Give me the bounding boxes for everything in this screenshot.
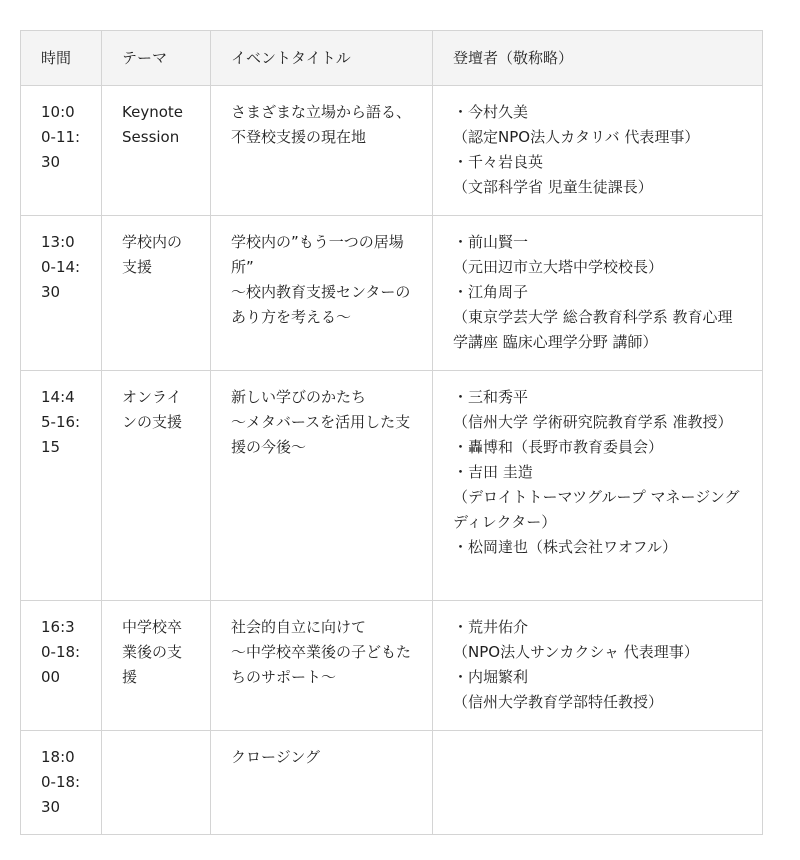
event-title-line: 社会的自立に向けて: [231, 618, 367, 636]
theme-cell: 学校内の支援: [102, 216, 211, 371]
time-cell: 14:45-16:15: [21, 371, 102, 601]
event-title-cell: [211, 601, 433, 731]
speaker-line: （信州大学教育学部特任教授）: [453, 693, 664, 711]
table-row: [21, 371, 763, 601]
header-time: 時間: [21, 31, 102, 86]
speaker-line: （NPO法人サンカクシャ 代表理事）: [453, 643, 699, 661]
speaker-line: （文部科学省 児童生徒課長）: [453, 178, 653, 196]
time-cell: 13:00-14:30: [21, 216, 102, 371]
speaker-line: ・前山賢一: [453, 233, 529, 251]
event-title-line: クロージング: [231, 748, 321, 766]
event-title-cell: [211, 216, 433, 371]
speaker-line: ・今村久美: [453, 103, 529, 121]
speakers-cell: [433, 731, 763, 835]
event-title-line: さまざまな立場から語る、不登校支援の現在地: [231, 103, 412, 146]
speaker-line: ・松岡達也（株式会社ワオフル）: [453, 538, 677, 556]
theme-cell: 中学校卒業後の支援: [102, 601, 211, 731]
event-title-line: 〜メタバースを活用した支援の今後〜: [231, 413, 411, 456]
theme-cell: オンラインの支援: [102, 371, 211, 601]
speaker-line: ・千々岩良英: [453, 153, 544, 171]
speaker-line: ・吉田 圭造: [453, 463, 533, 481]
time-cell: 10:00-11:30: [21, 86, 102, 216]
event-title-line: 学校内の”もう一つの居場所”: [231, 233, 404, 276]
schedule-table-wrapper: [20, 30, 763, 835]
event-title-line: 〜校内教育支援センターのあり方を考える〜: [231, 283, 411, 326]
event-title-cell: [211, 731, 433, 835]
event-title-line: 新しい学びのかたち: [231, 388, 367, 406]
speaker-line: ・荒井佑介: [453, 618, 529, 636]
header-theme: テーマ: [102, 31, 211, 86]
time-cell: 16:30-18:00: [21, 601, 102, 731]
table-row: [21, 731, 763, 835]
speaker-line: ・江角周子: [453, 283, 529, 301]
table-row: [21, 86, 763, 216]
theme-cell: [102, 731, 211, 835]
speaker-line: （元田辺市立大塔中学校校長）: [453, 258, 664, 276]
speakers-cell: [433, 216, 763, 371]
event-title-line: 〜中学校卒業後の子どもたちのサポート〜: [231, 643, 412, 686]
speaker-line: ・三和秀平: [453, 388, 529, 406]
schedule-table: [20, 30, 763, 835]
speaker-line: （東京学芸大学 総合教育科学系 教育心理学講座 臨床心理学分野 講師）: [453, 308, 733, 351]
header-row: [21, 31, 763, 86]
header-speakers: 登壇者（敬称略）: [433, 31, 763, 86]
speaker-line: （信州大学 学術研究院教育学系 准教授）: [453, 413, 733, 431]
speaker-line: ・轟博和（長野市教育委員会）: [453, 438, 664, 456]
speakers-cell: [433, 601, 763, 731]
table-row: [21, 601, 763, 731]
header-event-title: イベントタイトル: [211, 31, 433, 86]
event-title-cell: [211, 371, 433, 601]
speakers-cell: [433, 371, 763, 601]
speakers-cell: [433, 86, 763, 216]
event-title-cell: [211, 86, 433, 216]
time-cell: 18:00-18:30: [21, 731, 102, 835]
theme-cell: Keynote Session: [102, 86, 211, 216]
speaker-line: ・内堀繁利: [453, 668, 529, 686]
speaker-line: （デロイトトーマツグループ マネージングディレクター）: [453, 488, 740, 531]
table-row: [21, 216, 763, 371]
speaker-line: （認定NPO法人カタリバ 代表理事）: [453, 128, 700, 146]
